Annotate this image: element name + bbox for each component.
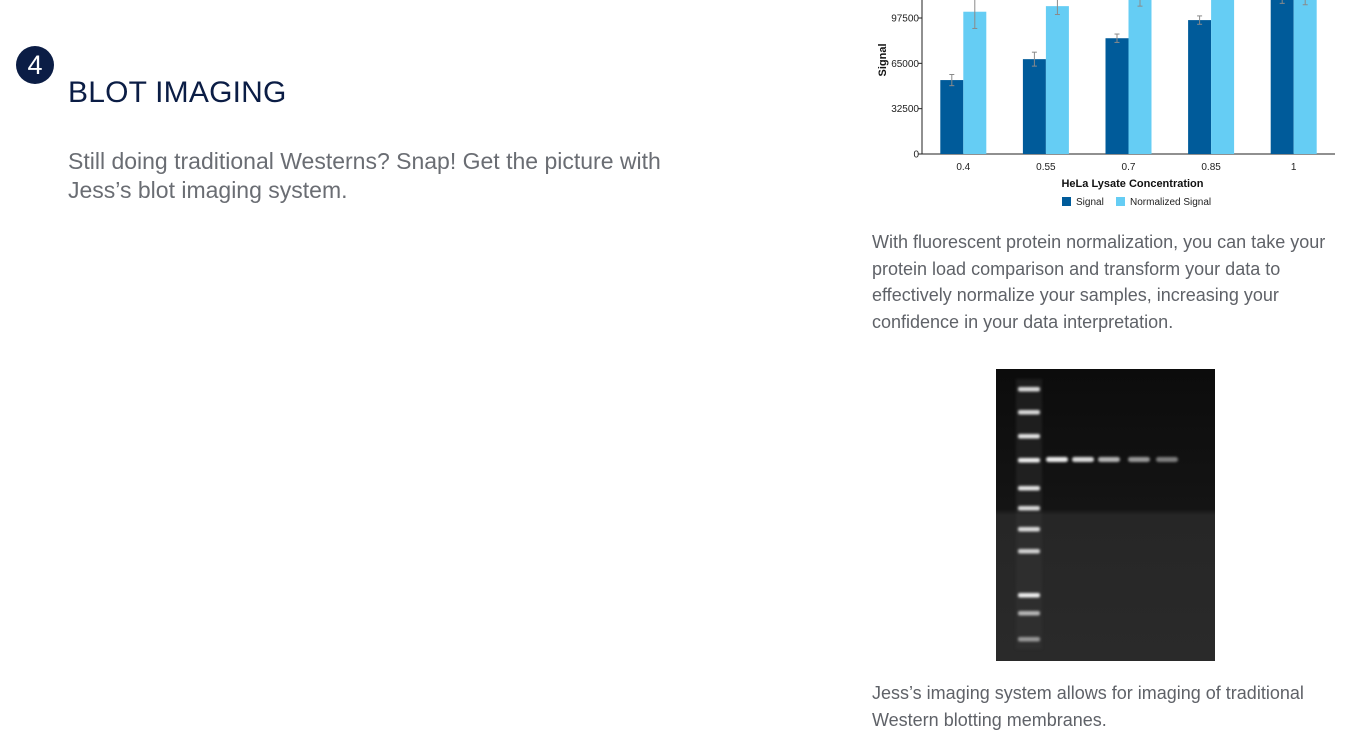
bar-normalized-signal xyxy=(1211,0,1234,154)
section-intro: Still doing traditional Westerns? Snap! Get the picture with Jess’s blot imaging system. xyxy=(68,148,661,203)
ladder-band xyxy=(1018,458,1040,463)
signal-bar-chart xyxy=(866,0,1346,215)
ladder-band xyxy=(1018,410,1040,415)
ladder-band xyxy=(1018,549,1040,554)
y-tick-label: 0 xyxy=(913,149,919,161)
bar-normalized-signal xyxy=(1046,6,1069,154)
legend-swatch xyxy=(1116,197,1125,206)
bar-normalized-signal xyxy=(963,12,986,154)
bar-signal xyxy=(1023,59,1046,154)
chart-svg xyxy=(866,0,1346,215)
ladder-band xyxy=(1018,637,1040,642)
bar-normalized-signal xyxy=(1294,0,1317,154)
sample-band xyxy=(1128,457,1150,462)
normalization-caption: With fluorescent protein normalization, you can take your protein load comparison and transform your data to effectively normalize your samples, increasing your confidence in your data interpretation. xyxy=(872,232,1326,332)
x-axis-title: HeLa Lysate Concentration xyxy=(1061,178,1204,190)
x-tick-label: 0.85 xyxy=(1201,162,1221,173)
sample-band xyxy=(1156,457,1178,462)
bar-signal xyxy=(1188,20,1211,154)
x-tick-label: 0.55 xyxy=(1036,162,1056,173)
ladder-band xyxy=(1018,434,1040,439)
y-axis-title: Signal xyxy=(877,43,889,77)
sample-band xyxy=(1098,457,1120,462)
x-tick-label: 1 xyxy=(1290,162,1297,173)
legend-swatch xyxy=(1062,197,1071,206)
ladder-band xyxy=(1018,611,1040,616)
ladder-band xyxy=(1018,593,1040,598)
sample-lanes xyxy=(1046,457,1178,462)
sample-band xyxy=(1072,457,1094,462)
bar-signal xyxy=(940,80,963,154)
ladder-band xyxy=(1018,387,1040,392)
ladder-band xyxy=(1018,486,1040,491)
legend-label: Normalized Signal xyxy=(1130,197,1212,208)
y-tick-label: 65000 xyxy=(891,58,919,70)
section-title: BLOT IMAGING xyxy=(68,76,287,109)
ladder-lane-smear xyxy=(1016,379,1042,649)
ladder-band xyxy=(1018,506,1040,511)
western-blot-image xyxy=(996,369,1215,661)
step-number-badge: 4 xyxy=(16,46,54,84)
imaging-caption: Jess’s imaging system allows for imaging of traditional Western blotting membranes. xyxy=(872,683,1304,730)
bar-signal xyxy=(1271,0,1294,154)
x-tick-label: 0.7 xyxy=(1121,162,1136,173)
x-tick-label: 0.4 xyxy=(956,162,971,173)
y-tick-label: 97500 xyxy=(891,13,919,25)
bar-normalized-signal xyxy=(1129,0,1152,154)
y-tick-label: 32500 xyxy=(891,104,919,116)
bar-signal xyxy=(1106,38,1129,154)
ladder-band xyxy=(1018,527,1040,532)
legend-label: Signal xyxy=(1076,197,1104,208)
sample-band xyxy=(1046,457,1068,462)
blot-svg xyxy=(996,369,1215,661)
